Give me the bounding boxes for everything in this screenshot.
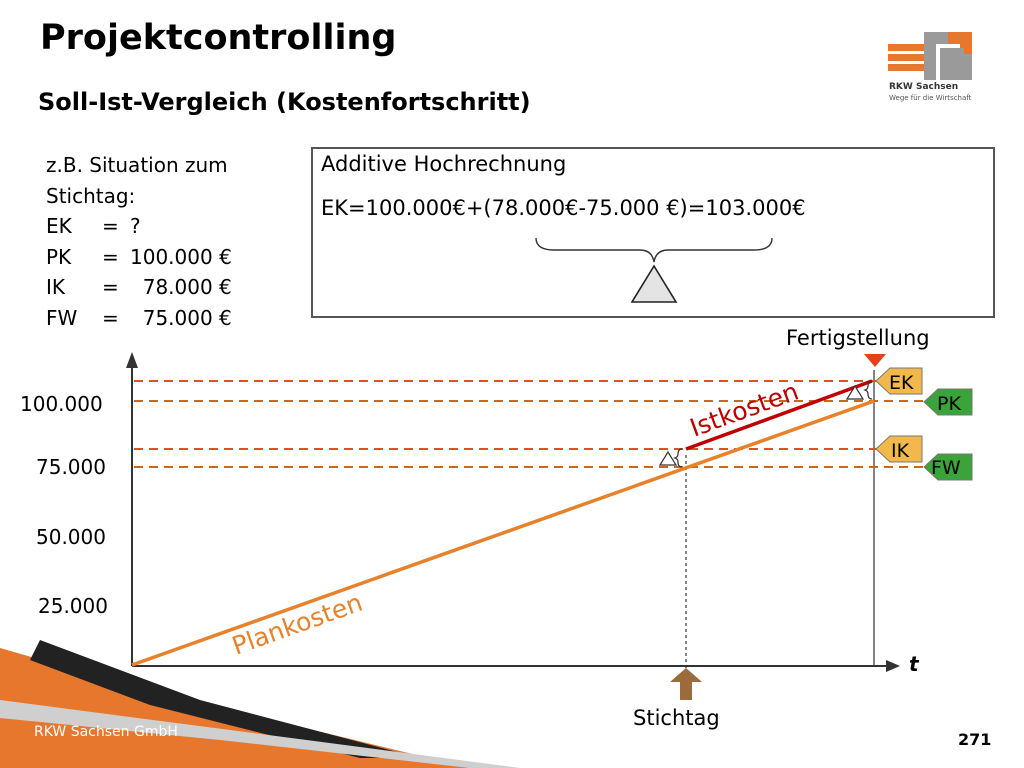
situation-equals: = bbox=[102, 214, 119, 239]
series-istkosten-label: Istkosten bbox=[686, 376, 803, 443]
tag-ik-label: IK bbox=[891, 440, 910, 462]
footer-company: RKW Sachsen GmbH bbox=[34, 724, 178, 740]
cutoff-label: Stichtag bbox=[633, 706, 720, 730]
logo-tagline: Wege für die Wirtschaft bbox=[889, 94, 972, 102]
situation-row-ek bbox=[46, 211, 232, 242]
completion-label: Fertigstellung bbox=[786, 326, 930, 350]
situation-label: EK bbox=[46, 214, 72, 239]
cutoff-arrow bbox=[670, 668, 702, 700]
tag-fw-label: FW bbox=[931, 457, 961, 479]
tag-pk-label: PK bbox=[937, 393, 961, 415]
series-plankosten-line bbox=[132, 401, 874, 665]
situation-row-pk bbox=[46, 242, 232, 273]
situation-block bbox=[46, 150, 232, 334]
x-axis-arrow bbox=[886, 660, 900, 672]
y-tick-label: 25.000 bbox=[38, 594, 108, 618]
situation-equals: = bbox=[102, 305, 119, 330]
logo-name: RKW Sachsen bbox=[889, 82, 959, 92]
series-plankosten-label: Plankosten bbox=[228, 587, 367, 661]
situation-value: ? bbox=[130, 214, 141, 239]
situation-value: 75.000 € bbox=[130, 305, 232, 330]
y-tick-label: 75.000 bbox=[36, 455, 106, 479]
delta-triangle-cutoff bbox=[660, 452, 676, 465]
y-axis-arrow bbox=[126, 352, 138, 368]
extrapolation-formula: EK=100.000€+(78.000€-75.000 €)=103.000€ bbox=[321, 196, 806, 220]
situation-row-ik bbox=[46, 272, 232, 303]
situation-equals: = bbox=[102, 275, 119, 300]
extrapolation-title: Additive Hochrechnung bbox=[321, 152, 567, 176]
situation-label: IK bbox=[46, 275, 66, 300]
tag-ek-label: EK bbox=[889, 372, 914, 394]
situation-label: PK bbox=[46, 244, 72, 269]
page-subtitle: Soll-Ist-Vergleich (Kostenfortschritt) bbox=[38, 88, 531, 116]
page-title: Projektcontrolling bbox=[40, 18, 397, 58]
situation-value: 78.000 € bbox=[130, 275, 232, 300]
situation-intro: Stichtag: bbox=[46, 183, 136, 208]
situation-equals: = bbox=[102, 244, 119, 269]
completion-marker bbox=[864, 354, 886, 367]
page-number: 271 bbox=[958, 730, 992, 749]
y-tick-label: 50.000 bbox=[36, 525, 106, 549]
x-axis-label: t bbox=[909, 652, 919, 676]
situation-row-fw bbox=[46, 303, 232, 334]
situation-value: 100.000 € bbox=[130, 244, 232, 269]
situation-label: FW bbox=[46, 305, 78, 330]
y-tick-label: 100.000 bbox=[20, 392, 103, 416]
situation-intro: z.B. Situation zum bbox=[46, 153, 228, 177]
